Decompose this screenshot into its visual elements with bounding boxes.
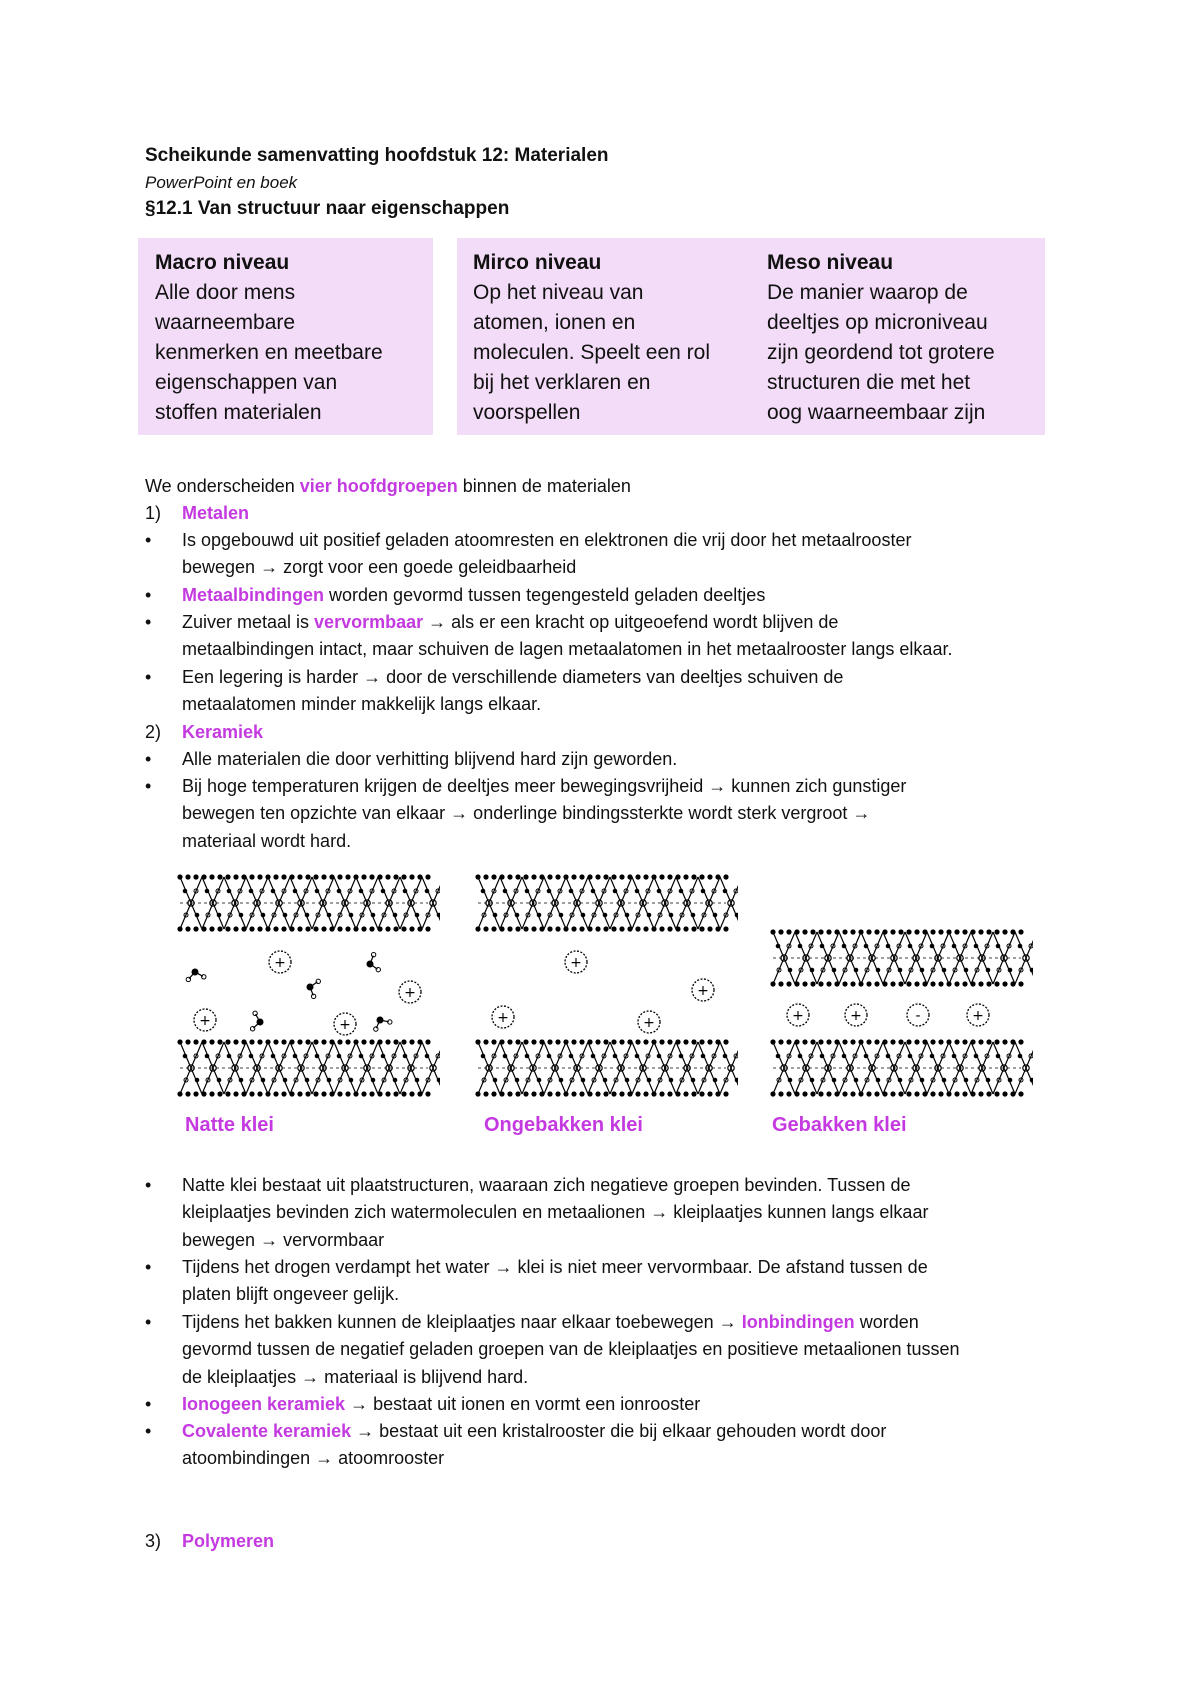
level-line: kenmerken en meetbare xyxy=(155,341,383,364)
clay-bullet-3 xyxy=(182,1309,1082,1391)
group-name-keramiek: Keramiek xyxy=(182,722,264,742)
positive-ion xyxy=(845,1004,867,1026)
caption-baked-clay: Gebakken klei xyxy=(772,1114,907,1136)
metal-bullet-2 xyxy=(182,582,1082,609)
svg-text:+: + xyxy=(972,1008,984,1024)
metal-bullet-4 xyxy=(182,664,1082,719)
group-name-polymeren: Polymeren xyxy=(182,1531,275,1551)
text-line: Is opgebouwd uit positief geladen atoomresten en elektronen die vrij door het metaalrooster xyxy=(182,530,912,550)
positive-ion xyxy=(967,1004,989,1026)
highlight-term: Covalente keramiek xyxy=(182,1421,352,1441)
level-line: De manier waarop de xyxy=(767,281,968,304)
text-segment: → bestaat uit een kristalrooster die bij elkaar gehouden wordt door xyxy=(351,1421,887,1441)
text-segment: → bestaat uit ionen en vormt een ionrooster xyxy=(345,1394,701,1414)
intro-text-end: binnen de materialen xyxy=(457,476,631,496)
ceramic-bullet-1: Alle materialen die door verhitting blijvend hard zijn geworden. xyxy=(182,749,678,769)
text-line: worden gevormd tussen tegengesteld geladen deeltjes xyxy=(324,585,766,605)
text-segment: worden xyxy=(854,1312,919,1332)
svg-text:+: + xyxy=(643,1015,655,1031)
level-heading: Mirco niveau xyxy=(473,251,602,274)
positive-ion xyxy=(692,979,714,1001)
svg-text:+: + xyxy=(274,955,286,971)
highlight-term: Metaalbindingen xyxy=(182,585,325,605)
svg-text:+: + xyxy=(697,983,709,999)
intro-highlight: vier hoofdgroepen xyxy=(299,476,458,496)
metal-bullet-3 xyxy=(182,609,1082,664)
level-heading: Meso niveau xyxy=(767,251,894,274)
bullet: • xyxy=(145,585,152,605)
positive-ion xyxy=(492,1006,514,1028)
svg-text:+: + xyxy=(497,1010,509,1026)
meso-level xyxy=(767,248,1042,428)
clay-plate xyxy=(177,1039,440,1096)
text-line: bewegen ten opzichte van elkaar → onderlinge bindingssterkte wordt sterk vergroot → xyxy=(182,803,871,824)
clay-plate xyxy=(475,1039,738,1096)
group-number: 2) xyxy=(145,722,162,742)
clay-bullet-4 xyxy=(182,1391,1082,1418)
text-segment: Zuiver metaal is xyxy=(182,612,315,632)
water-molecule xyxy=(186,969,206,982)
text-line: Tijdens het drogen verdampt het water → klei is niet meer vervormbaar. De afstand tussen de xyxy=(182,1257,928,1277)
unbaked-clay-diagram xyxy=(473,872,738,1107)
svg-text:+: + xyxy=(404,985,416,1001)
level-line: deeltjes op microniveau xyxy=(767,311,988,334)
text-segment: Tijdens het bakken kunnen de kleiplaatjes naar elkaar toebewegen → xyxy=(182,1312,742,1332)
positive-ion xyxy=(194,1009,216,1031)
document-subtitle: PowerPoint en boek xyxy=(145,173,298,192)
group-number: 3) xyxy=(145,1531,162,1551)
negative-ion xyxy=(907,1004,929,1026)
section-heading: §12.1 Van structuur naar eigenschappen xyxy=(145,198,510,219)
macro-level xyxy=(155,248,430,428)
level-line: zijn geordend tot grotere xyxy=(767,341,995,364)
level-line: moleculen. Speelt een rol xyxy=(473,341,710,364)
text-line: Natte klei bestaat uit plaatstructuren, waaraan zich negatieve groepen bevinden. Tussen de xyxy=(182,1175,911,1195)
positive-ion xyxy=(399,981,421,1003)
bullet: • xyxy=(145,530,152,550)
text-line: atoombindingen → atoomrooster xyxy=(182,1448,445,1469)
text-line: gevormd tussen de negatief geladen groepen van de kleiplaatjes en positieve metaalionen tussen xyxy=(182,1339,960,1360)
baked-clay-diagram xyxy=(768,872,1033,1107)
bullet: • xyxy=(145,1175,152,1195)
text-line: Bij hoge temperaturen krijgen de deeltjes meer bewegingsvrijheid → kunnen zich gunstiger xyxy=(182,776,907,796)
clay-plate xyxy=(177,874,440,931)
water-molecule xyxy=(367,952,381,971)
positive-ion xyxy=(787,1004,809,1026)
water-molecule xyxy=(250,1011,263,1031)
svg-text:-: - xyxy=(915,1008,921,1024)
micro-level xyxy=(473,248,753,428)
bullet: • xyxy=(145,1421,152,1441)
svg-text:+: + xyxy=(199,1013,211,1029)
level-heading: Macro niveau xyxy=(155,251,290,274)
text-segment: → als er een kracht op uitgeoefend wordt blijven de xyxy=(423,612,839,632)
bullet: • xyxy=(145,1394,152,1414)
ceramic-bullet-2 xyxy=(182,773,1082,855)
highlight-term: vervormbaar xyxy=(314,612,424,632)
document-title: Scheikunde samenvatting hoofdstuk 12: Materialen xyxy=(145,145,609,166)
svg-text:+: + xyxy=(792,1008,804,1024)
bullet: • xyxy=(145,776,152,796)
bullet: • xyxy=(145,1312,152,1332)
text-line: bewegen → zorgt voor een goede geleidbaarheid xyxy=(182,557,577,578)
level-line: atomen, ionen en xyxy=(473,311,636,334)
clay-plate xyxy=(770,1039,1033,1096)
level-line: bij het verklaren en xyxy=(473,371,651,394)
highlight-term: Ionbindingen xyxy=(741,1312,855,1332)
text-line: metaalatomen minder makkelijk langs elkaar. xyxy=(182,694,542,715)
bullet: • xyxy=(145,749,152,769)
clay-plate xyxy=(475,874,738,931)
metal-bullet-1 xyxy=(182,527,1082,582)
group-name-metalen: Metalen xyxy=(182,503,250,523)
text-line: Een legering is harder → door de verschillende diameters van deeltjes schuiven de xyxy=(182,667,844,687)
clay-bullet-1 xyxy=(182,1172,1082,1254)
positive-ion xyxy=(638,1011,660,1033)
highlight-term: Ionogeen keramiek xyxy=(182,1394,346,1414)
positive-ion xyxy=(334,1013,356,1035)
bullet: • xyxy=(145,667,152,687)
water-molecule xyxy=(374,1017,392,1032)
positive-ion xyxy=(565,951,587,973)
svg-text:+: + xyxy=(850,1008,862,1024)
level-line: oog waarneembaar zijn xyxy=(767,401,986,424)
svg-text:+: + xyxy=(339,1017,351,1033)
positive-ion xyxy=(269,951,291,973)
bullet: • xyxy=(145,1257,152,1277)
group-number: 1) xyxy=(145,503,162,523)
clay-bullet-5 xyxy=(182,1418,1082,1473)
text-line: de kleiplaatjes → materiaal is blijvend hard. xyxy=(182,1366,529,1387)
text-line: metaalbindingen intact, maar schuiven de lagen metaalatomen in het metaalrooster langs elkaar. xyxy=(182,639,953,660)
text-line: kleiplaatjes bevinden zich watermoleculen en metaalionen → kleiplaatjes kunnen langs elkaar xyxy=(182,1202,929,1223)
caption-unbaked-clay: Ongebakken klei xyxy=(484,1114,643,1136)
wet-clay-diagram xyxy=(175,872,440,1107)
caption-wet-clay: Natte klei xyxy=(185,1114,274,1136)
level-line: voorspellen xyxy=(473,401,581,424)
text-line: materiaal wordt hard. xyxy=(182,830,352,851)
level-line: Op het niveau van xyxy=(473,281,644,304)
level-line: eigenschappen van xyxy=(155,371,338,394)
intro-line xyxy=(145,473,631,500)
svg-text:+: + xyxy=(570,955,582,971)
text-line: bewegen → vervormbaar xyxy=(182,1229,385,1250)
water-molecule xyxy=(307,979,321,998)
level-line: Alle door mens xyxy=(155,281,296,304)
bullet: • xyxy=(145,612,152,632)
level-line: structuren die met het xyxy=(767,371,971,394)
clay-plate xyxy=(770,929,1033,986)
intro-text: We onderscheiden xyxy=(145,476,300,496)
level-line: waarneembare xyxy=(155,311,296,334)
text-line: platen blijft ongeveer gelijk. xyxy=(182,1284,400,1305)
level-line: stoffen materialen xyxy=(155,401,322,424)
clay-bullet-2 xyxy=(182,1254,1082,1309)
